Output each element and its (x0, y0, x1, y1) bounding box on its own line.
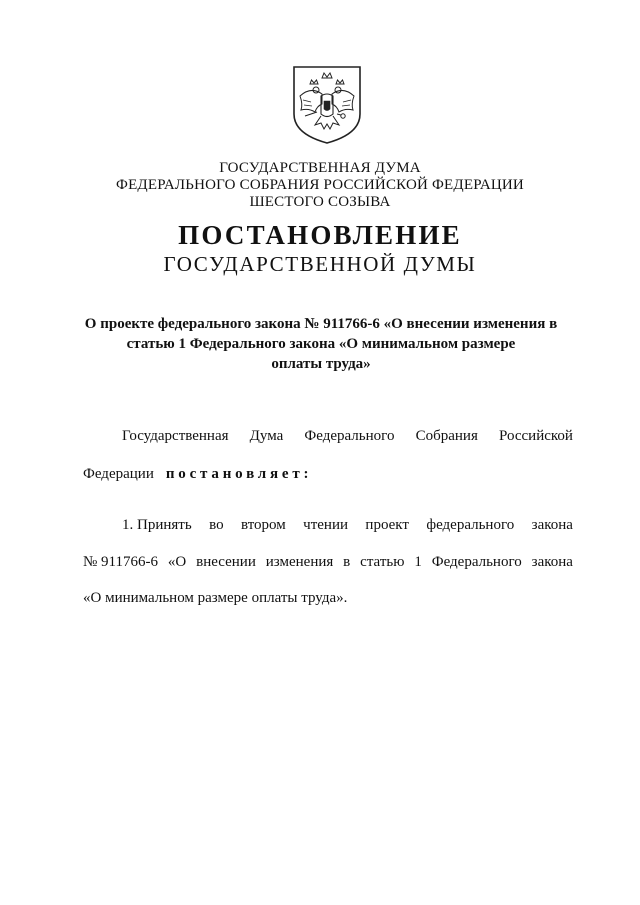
item-1-line-2 (83, 552, 573, 572)
word: закона (531, 517, 573, 533)
word: Федерации (83, 466, 154, 482)
preamble-line-2 (83, 464, 312, 484)
word: Федерального (431, 554, 522, 570)
subject-line: О проекте федерального закона № 911766-6 «О внесении изменения в (84, 316, 558, 332)
word: 1 (414, 554, 422, 570)
convocation-line: ШЕСТОГО СОЗЫВА (249, 194, 391, 210)
word: Федерального (304, 428, 395, 444)
item-1-line-1 (122, 515, 573, 535)
word: Российской (499, 428, 573, 444)
preamble-line-1 (122, 426, 573, 446)
word: чтении (303, 517, 349, 533)
subject-line: статью 1 Федерального закона «О минимальном размере (126, 336, 516, 352)
word: федерального (426, 517, 515, 533)
document-subject (80, 314, 562, 374)
decree-word: постановляет: (165, 466, 313, 482)
word: внесении (196, 554, 256, 570)
word: во (209, 517, 224, 533)
org-name-line-1: ГОСУДАРСТВЕННАЯ ДУМА (219, 160, 421, 176)
word: 1. Принять (122, 517, 192, 533)
word: № 911766-6 (83, 554, 158, 570)
word: статью (360, 554, 405, 570)
word: Собрания (415, 428, 478, 444)
document-issuer-title: ГОСУДАРСТВЕННОЙ ДУМЫ (163, 252, 477, 276)
coat-of-arms-icon (291, 64, 363, 146)
word: Государственная (122, 428, 229, 444)
word: Дума (249, 428, 284, 444)
item-1-line-3: «О минимальном размере оплаты труда». (83, 590, 348, 606)
word: закона (531, 554, 573, 570)
word: изменения (265, 554, 334, 570)
word: втором (240, 517, 286, 533)
document-type-title: ПОСТАНОВЛЕНИЕ (178, 220, 462, 250)
word: в (343, 554, 351, 570)
word: проект (365, 517, 409, 533)
subject-line: оплаты труда» (271, 356, 371, 372)
org-name-line-2: ФЕДЕРАЛЬНОГО СОБРАНИЯ РОССИЙСКОЙ ФЕДЕРАЦИИ (116, 177, 524, 193)
word: «О (167, 554, 187, 570)
